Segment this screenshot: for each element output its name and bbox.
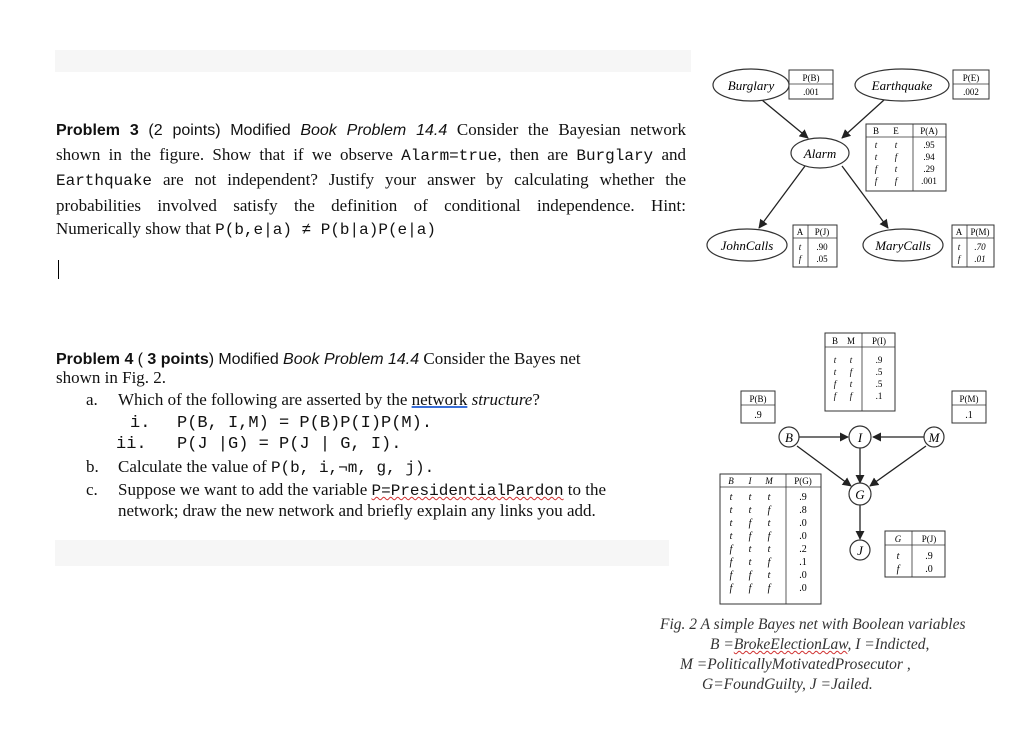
alarm-cpt-cell: t bbox=[894, 164, 898, 174]
problem-4-text-2: shown in Fig. 2. bbox=[56, 368, 167, 387]
j-cpt-cell: t bbox=[896, 551, 900, 562]
g-cpt-cell: f bbox=[767, 583, 771, 594]
edge-burglary-alarm bbox=[762, 100, 808, 138]
edge-alarm-johncalls bbox=[759, 166, 805, 228]
g-cpt-cell: .0 bbox=[799, 531, 807, 542]
alarm-cpt-cell: t bbox=[874, 140, 878, 150]
caption-line-3: M =PoliticallyMotivatedProsecutor , bbox=[680, 656, 911, 673]
m-node-label: M bbox=[928, 430, 940, 445]
g-cpt-cell: f bbox=[729, 583, 733, 594]
g-cpt-cell: f bbox=[767, 531, 771, 542]
g-cpt-cell: .0 bbox=[799, 518, 807, 529]
problem-3-text-1: Consider the Bayesian network bbox=[456, 120, 687, 139]
i-node-label: I bbox=[857, 430, 863, 445]
item-a-network: network bbox=[411, 390, 468, 409]
burglary-node-label: Burglary bbox=[727, 78, 775, 93]
j-cpt-header-g: G bbox=[894, 534, 902, 544]
alarm-cpt-cell: .001 bbox=[921, 176, 937, 186]
john-cpt-cell: .05 bbox=[816, 254, 828, 264]
problem-3-heading: Problem 3 bbox=[56, 122, 139, 139]
problem-3-book-ref: Book Problem 14.4 bbox=[300, 122, 448, 139]
problem-3-text-3: are not independent? Justify your answer by calculating whether the bbox=[162, 170, 687, 189]
g-cpt-cell: t bbox=[729, 505, 733, 516]
g-cpt-cell: f bbox=[748, 570, 752, 581]
alarm-cpt-cell: t bbox=[874, 152, 878, 162]
problem-4-points-open: ( bbox=[137, 351, 148, 368]
g-cpt-cell: t bbox=[767, 518, 771, 529]
item-b-label: b. bbox=[86, 457, 99, 476]
john-cpt-header-pj: P(J) bbox=[814, 227, 830, 237]
problem-3-text-5: Numerically show that bbox=[56, 219, 211, 238]
mary-cpt-cell: f bbox=[957, 254, 961, 264]
g-cpt-cell: t bbox=[767, 544, 771, 555]
i-cpt-cell: t bbox=[849, 355, 853, 365]
figure-1-burglary-network bbox=[707, 69, 994, 267]
problem-3-modified: Modified bbox=[230, 122, 291, 139]
prior-m-value: .1 bbox=[965, 410, 973, 421]
g-cpt-cell: t bbox=[767, 492, 771, 503]
problem-4-modified: Modified bbox=[218, 351, 279, 368]
burglary-code: Burglary bbox=[576, 146, 654, 165]
alarm-cpt-header-pa: P(A) bbox=[920, 126, 938, 136]
i-cpt-cell: .9 bbox=[875, 355, 883, 365]
g-cpt-cell: f bbox=[767, 557, 771, 568]
i-cpt-header-b: B bbox=[831, 336, 839, 346]
figure-2-caption bbox=[660, 615, 1010, 695]
figure-2-election-network bbox=[720, 333, 986, 604]
prior-b-header: P(B) bbox=[749, 394, 767, 404]
alarm-code: Alarm=true bbox=[401, 146, 498, 165]
mary-cpt-cell: .70 bbox=[974, 242, 986, 252]
item-b-text-1: Calculate the value of bbox=[118, 457, 267, 476]
problem-4-heading: Problem 4 bbox=[56, 351, 134, 368]
alarm-cpt-cell: f bbox=[894, 152, 898, 162]
problem-3-text-2c: and bbox=[661, 144, 686, 164]
marycalls-node-label: MaryCalls bbox=[875, 238, 931, 253]
john-cpt-cell: f bbox=[798, 254, 802, 264]
i-cpt-cell: f bbox=[849, 367, 853, 377]
item-c-text-3: network; draw the new network and briefly explain any links you add. bbox=[118, 501, 596, 520]
g-cpt-cell: .1 bbox=[799, 557, 807, 568]
alarm-cpt-cell: .29 bbox=[923, 164, 935, 174]
g-cpt-cell: f bbox=[729, 557, 733, 568]
caption-line-2c: , I =Indicted, bbox=[847, 636, 930, 653]
problem-4-book-ref: Book Problem 14.4 bbox=[283, 351, 420, 368]
i-cpt-header-m: M bbox=[846, 336, 856, 346]
j-cpt-cell: .9 bbox=[925, 551, 933, 562]
alarm-cpt-cell: f bbox=[894, 176, 898, 186]
alarm-cpt-cell: .94 bbox=[923, 152, 935, 162]
alarm-cpt-header-e: E bbox=[893, 126, 899, 136]
g-cpt-cell: t bbox=[748, 492, 752, 503]
i-cpt-cell: f bbox=[833, 391, 837, 401]
g-cpt-cell: t bbox=[729, 531, 733, 542]
i-cpt-cell: t bbox=[833, 355, 837, 365]
g-cpt-header-pg: P(G) bbox=[794, 476, 812, 486]
problem-4-points: 3 points bbox=[147, 351, 209, 368]
item-ii-formula: P(J |G) = P(J | G, I). bbox=[177, 435, 402, 454]
item-c-label: c. bbox=[86, 480, 98, 499]
prior-earthquake-value: .002 bbox=[963, 87, 979, 97]
mary-cpt-cell: .01 bbox=[974, 254, 986, 264]
g-cpt-cell: t bbox=[748, 505, 752, 516]
item-c-text-2: to the bbox=[567, 480, 607, 499]
g-node-label: G bbox=[855, 487, 865, 502]
mary-cpt-header-pm: P(M) bbox=[970, 227, 990, 237]
g-cpt-cell: .9 bbox=[799, 492, 807, 503]
mary-cpt-header-a: A bbox=[955, 227, 963, 237]
alarm-node-label: Alarm bbox=[803, 146, 837, 161]
i-cpt-cell: f bbox=[849, 391, 853, 401]
item-i-label: i. bbox=[130, 414, 151, 433]
g-cpt-cell: t bbox=[748, 557, 752, 568]
problem-3-formula: P(b,e|a) ≠ P(b|a)P(e|a) bbox=[215, 221, 436, 239]
alarm-cpt-cell: t bbox=[894, 140, 898, 150]
prior-burglary-value: .001 bbox=[803, 87, 819, 97]
alarm-cpt-cell: f bbox=[874, 164, 878, 174]
g-cpt-cell: t bbox=[729, 492, 733, 503]
john-cpt-header-a: A bbox=[796, 227, 804, 237]
earthquake-node-label: Earthquake bbox=[871, 78, 933, 93]
i-cpt-cell: t bbox=[833, 367, 837, 377]
john-cpt-cell: .90 bbox=[816, 242, 828, 252]
problem-4-points-close: ) bbox=[208, 351, 215, 368]
g-cpt-cell: f bbox=[748, 531, 752, 542]
item-i-formula: P(B, I,M) = P(B)P(I)P(M). bbox=[177, 414, 433, 433]
j-cpt-cell: f bbox=[896, 564, 900, 575]
i-cpt-cell: f bbox=[833, 379, 837, 389]
g-cpt-cell: .2 bbox=[799, 544, 807, 555]
alarm-cpt-cell: f bbox=[874, 176, 878, 186]
j-cpt-cell: .0 bbox=[925, 564, 933, 575]
j-cpt-header-pj: P(J) bbox=[921, 534, 937, 544]
g-cpt-cell: f bbox=[748, 518, 752, 529]
item-c-variable: P=PresidentialPardon bbox=[371, 482, 564, 500]
caption-line-1: Fig. 2 A simple Bayes net with Boolean variables bbox=[660, 616, 966, 633]
g-cpt-cell: f bbox=[729, 570, 733, 581]
problem-3-text-2b: , then are bbox=[497, 144, 569, 164]
i-cpt-cell: t bbox=[849, 379, 853, 389]
g-cpt-cell: t bbox=[767, 570, 771, 581]
g-cpt-cell: .0 bbox=[799, 583, 807, 594]
g-cpt-cell: .0 bbox=[799, 570, 807, 581]
problem-3-points: (2 points) bbox=[148, 122, 221, 139]
i-cpt-cell: .5 bbox=[875, 379, 883, 389]
alarm-cpt-cell: .95 bbox=[923, 140, 935, 150]
prior-burglary-header: P(B) bbox=[802, 73, 820, 83]
g-cpt-header-i: I bbox=[748, 476, 752, 486]
problem-4-text-1: Consider the Bayes net bbox=[423, 349, 581, 368]
b-node-label: B bbox=[785, 430, 793, 445]
g-cpt-cell: f bbox=[748, 583, 752, 594]
item-a-text-1: Which of the following are asserted by the bbox=[118, 390, 408, 409]
item-c-text-1: Suppose we want to add the variable bbox=[118, 480, 368, 499]
mary-cpt-cell: t bbox=[957, 242, 961, 252]
i-cpt-cell: .1 bbox=[875, 391, 883, 401]
prior-b-value: .9 bbox=[754, 410, 762, 421]
item-b-formula: P(b, i,¬m, g, j). bbox=[270, 459, 435, 477]
earthquake-code: Earthquake bbox=[56, 172, 153, 190]
john-cpt-cell: t bbox=[798, 242, 802, 252]
item-a-question-mark: ? bbox=[532, 390, 540, 409]
g-cpt-cell: .8 bbox=[799, 505, 807, 516]
item-a-structure: structure bbox=[471, 390, 533, 409]
item-ii-label: ii. bbox=[116, 435, 147, 454]
caption-line-2 bbox=[660, 635, 1010, 655]
edge-m-g bbox=[870, 446, 926, 486]
caption-broke-election-law: BrokeElectionLaw bbox=[733, 636, 848, 653]
g-cpt-cell: f bbox=[729, 544, 733, 555]
prior-m-header: P(M) bbox=[959, 394, 979, 404]
johncalls-node-label: JohnCalls bbox=[720, 238, 774, 253]
g-cpt-header-m: M bbox=[765, 476, 773, 486]
g-cpt-cell: t bbox=[748, 544, 752, 555]
j-node-label: J bbox=[857, 543, 863, 558]
i-cpt-cell: .5 bbox=[875, 367, 883, 377]
alarm-cpt-header-b: B bbox=[872, 126, 880, 136]
g-cpt-header-b: B bbox=[728, 476, 734, 486]
item-a-label: a. bbox=[86, 390, 98, 409]
prior-earthquake-header: P(E) bbox=[962, 73, 980, 83]
i-cpt-header-pi: P(I) bbox=[872, 336, 886, 346]
g-cpt-cell: f bbox=[767, 505, 771, 516]
caption-line-4: G=FoundGuilty, J =Jailed. bbox=[702, 676, 873, 693]
problem-3-text-4: probabilities involved satisfy the definition of conditional independence. Hint: bbox=[56, 195, 686, 215]
g-cpt-cell: t bbox=[729, 518, 733, 529]
problem-3-text-2a: shown in the figure. Show that if we observe bbox=[56, 144, 393, 164]
caption-line-2a: B = bbox=[710, 636, 734, 653]
